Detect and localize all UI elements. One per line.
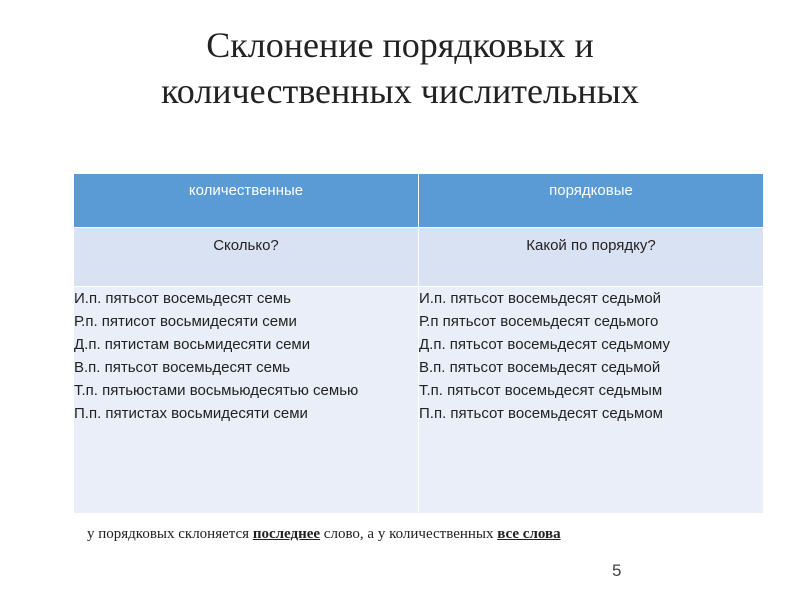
ordinal-form-pre: П.п. пятьсот восемьдесят седьмом — [419, 405, 663, 422]
declension-table — [73, 173, 764, 514]
footnote: у порядковых склоняется последнее слово, а у количественных все слова — [87, 526, 561, 542]
ordinal-form-gen: Р.п пятьсот восемьдесят седьмого — [419, 313, 659, 330]
ordinal-forms-cell — [419, 287, 764, 514]
ordinal-form-acc: В.п. пятьсот восемьдесят седьмой — [419, 359, 661, 376]
forms-row — [74, 287, 764, 514]
title-line-1: Склонение порядковых и — [206, 25, 594, 65]
question-row — [74, 228, 764, 287]
ordinal-form-nom: И.п. пятьсот восемьдесят седьмой — [419, 290, 662, 307]
header-ordinal: порядковые — [419, 174, 764, 228]
cardinal-form-nom: И.п. пятьсот восемьдесят семь — [74, 290, 291, 307]
cardinal-forms-cell — [74, 287, 419, 514]
page-number: 5 — [612, 561, 622, 580]
cardinal-form-acc: В.п. пятьсот восемьдесят семь — [74, 359, 291, 376]
cardinal-form-pre: П.п. пятистах восьмидесяти семи — [74, 405, 308, 422]
question-ordinal: Какой по порядку? — [419, 228, 764, 287]
footnote-emphasis-all: все слова — [497, 526, 561, 542]
table-header-row — [74, 174, 764, 228]
slide-title — [0, 22, 800, 114]
title-line-2: количественных числительных — [161, 71, 639, 111]
ordinal-form-dat: Д.п. пятьсот восемьдесят седьмому — [419, 336, 671, 353]
question-cardinal: Сколько? — [74, 228, 419, 287]
footnote-emphasis-last: последнее — [252, 526, 321, 542]
cardinal-form-gen: Р.п. пятисот восьмидесяти семи — [74, 313, 297, 330]
ordinal-form-ins: Т.п. пятьсот восемьдесят седьмым — [419, 382, 663, 399]
header-cardinal: количественные — [74, 174, 419, 228]
cardinal-form-ins: Т.п. пятьюстами восьмьюдесятью семью — [74, 382, 359, 399]
cardinal-form-dat: Д.п. пятистам восьмидесяти семи — [74, 336, 311, 353]
